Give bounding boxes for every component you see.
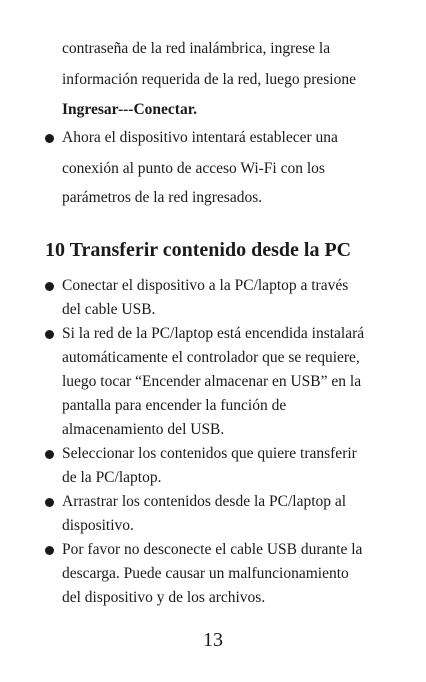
item-4-line-2: dispositivo.	[62, 517, 134, 534]
item-2-line-3: luego tocar “Encender almacenar en USB” en la	[62, 373, 362, 390]
page-number: 13	[203, 629, 223, 651]
item-2-line-2: automáticamente el controlador que se requiere,	[62, 349, 360, 366]
item-3-line-2: de la PC/laptop.	[62, 469, 162, 486]
item-2-line-1: Si la red de la PC/laptop está encendida instalará	[62, 325, 365, 342]
item-1-line-1: Conectar el dispositivo a la PC/laptop a través	[62, 277, 349, 294]
item-2-line-4: pantalla para encender la función de	[62, 397, 287, 414]
item-1-line-2: del cable USB.	[62, 301, 156, 318]
wifi-bullet-line-1: Ahora el dispositivo intentará establecer una	[62, 129, 338, 146]
item-5-line-2: descarga. Puede causar un malfuncionamiento	[62, 565, 349, 582]
item-5-line-3: del dispositivo y de los archivos.	[62, 589, 266, 606]
item-2-line-5: almacenamiento del USB.	[62, 421, 225, 438]
intro-line-2: información requerida de la red, luego presione	[62, 71, 356, 88]
intro-line-3: Ingresar---Conectar.	[62, 101, 198, 118]
wifi-bullet-line-2: conexión al punto de acceso Wi-Fi con los	[62, 160, 325, 177]
item-3-line-1: Seleccionar los contenidos que quiere transferir	[62, 445, 357, 462]
intro-line-1: contraseña de la red inalámbrica, ingrese la	[62, 40, 331, 57]
item-5-line-1: Por favor no desconecte el cable USB durante la	[62, 541, 363, 558]
item-4-line-1: Arrastrar los contenidos desde la PC/laptop al	[62, 493, 347, 510]
wifi-bullet-line-3: parámetros de la red ingresados.	[62, 189, 263, 206]
